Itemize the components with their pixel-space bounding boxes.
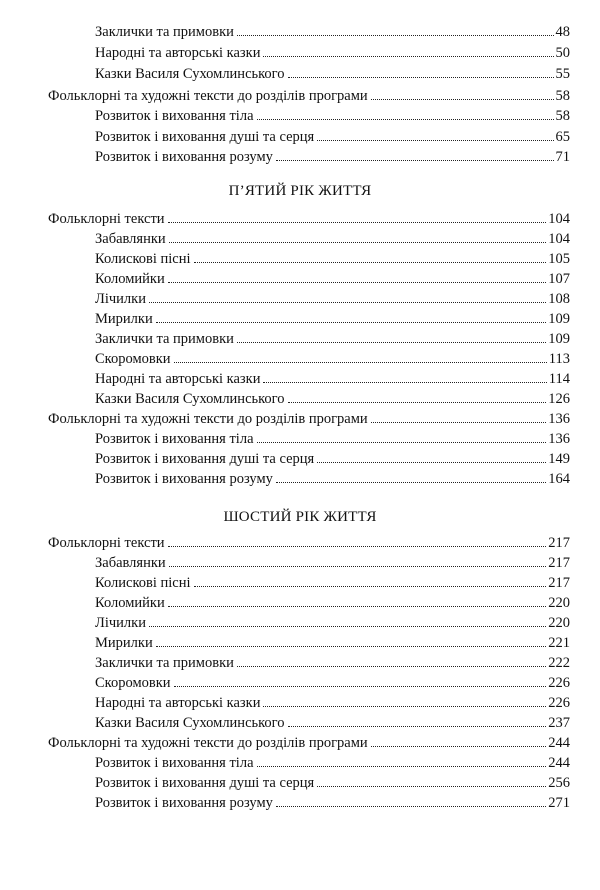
dot-leader	[156, 646, 547, 647]
toc-entry	[95, 450, 570, 468]
dot-leader	[168, 222, 547, 223]
dot-leader	[237, 666, 546, 667]
toc-entry-label: Розвиток і виховання тіла	[95, 431, 254, 447]
toc-entry	[48, 210, 570, 228]
toc-entry-label: Заклички та примовки	[95, 331, 234, 347]
toc-entry-label: Розвиток і виховання душі та серця	[95, 451, 315, 467]
toc-entry-page: 50	[555, 45, 570, 61]
dot-leader	[149, 626, 546, 627]
toc-entry	[95, 574, 570, 592]
toc-entry	[95, 310, 570, 328]
dot-leader	[237, 342, 546, 343]
toc-entry	[95, 65, 570, 83]
dot-leader	[174, 686, 547, 687]
toc-entry	[95, 290, 570, 308]
toc-entry-page: 244	[548, 755, 570, 771]
toc-entry-page: 58	[555, 108, 570, 124]
toc-entry	[48, 734, 570, 752]
dot-leader	[263, 56, 553, 57]
dot-leader	[288, 77, 554, 78]
toc-entry	[95, 44, 570, 62]
toc-entry-page: 104	[548, 211, 570, 227]
toc-entry-page: 48	[555, 24, 570, 40]
dot-leader	[168, 546, 547, 547]
dot-leader	[317, 462, 546, 463]
toc-entry-label: Розвиток і виховання душі та серця	[95, 775, 315, 791]
toc-entry	[95, 554, 570, 572]
toc-entry	[95, 774, 570, 792]
toc-entry-label: Розвиток і виховання тіла	[95, 755, 254, 771]
toc-entry-page: 222	[548, 655, 570, 671]
dot-leader	[169, 242, 547, 243]
toc-entry-page: 136	[548, 411, 570, 427]
dot-leader	[174, 362, 547, 363]
toc-entry-page: 71	[555, 149, 570, 165]
toc-entry-page: 65	[555, 129, 570, 145]
toc-entry-label: Забавлянки	[95, 231, 166, 247]
toc-entry	[95, 754, 570, 772]
toc-entry-label: Заклички та примовки	[95, 24, 234, 40]
dot-leader	[257, 766, 547, 767]
dot-leader	[276, 160, 554, 161]
toc-entry	[95, 634, 570, 652]
toc-entry-label: Розвиток і виховання розуму	[95, 149, 273, 165]
toc-entry-label: Коломийки	[95, 595, 165, 611]
toc-entry	[95, 714, 570, 732]
dot-leader	[149, 302, 546, 303]
toc-entry-label: Розвиток і виховання душі та серця	[95, 129, 315, 145]
toc-entry	[95, 594, 570, 612]
toc-entry-label: Лічилки	[95, 615, 146, 631]
toc-entry-page: 113	[548, 351, 570, 367]
dot-leader	[194, 262, 547, 263]
dot-leader	[317, 140, 553, 141]
dot-leader	[371, 99, 554, 100]
toc-entry-page: 126	[548, 391, 570, 407]
section-heading: П’ЯТИЙ РІК ЖИТТЯ	[228, 183, 372, 199]
toc-entry	[95, 794, 570, 812]
toc-entry	[95, 350, 570, 368]
dot-leader	[317, 786, 546, 787]
toc-entry	[95, 107, 570, 125]
toc-entry-label: Народні та авторські казки	[95, 695, 261, 711]
toc-entry-page: 220	[548, 595, 570, 611]
toc-entry	[95, 270, 570, 288]
toc-entry-label: Фольклорні тексти	[48, 535, 165, 551]
toc-entry-label: Казки Василя Сухомлинського	[95, 391, 285, 407]
toc-entry	[48, 410, 570, 428]
toc-entry-label: Фольклорні тексти	[48, 211, 165, 227]
toc-entry-label: Розвиток і виховання тіла	[95, 108, 254, 124]
toc-entry-page: 220	[548, 615, 570, 631]
toc-entry-page: 221	[548, 635, 570, 651]
toc-entry-page: 244	[548, 735, 570, 751]
toc-entry	[95, 614, 570, 632]
toc-entry-label: Заклички та примовки	[95, 655, 234, 671]
dot-leader	[276, 806, 546, 807]
toc-entry-page: 237	[548, 715, 570, 731]
toc-entry-page: 217	[548, 575, 570, 591]
toc-entry	[95, 430, 570, 448]
toc-entry-label: Розвиток і виховання розуму	[95, 795, 273, 811]
toc-entry-label: Фольклорні та художні тексти до розділів програми	[48, 411, 368, 427]
dot-leader	[168, 282, 547, 283]
toc-entry-label: Мирилки	[95, 311, 153, 327]
section-heading: ШОСТИЙ РІК ЖИТТЯ	[223, 509, 377, 525]
toc-entry-label: Розвиток і виховання розуму	[95, 471, 273, 487]
toc-entry-label: Мирилки	[95, 635, 153, 651]
dot-leader	[371, 422, 547, 423]
toc-entry-label: Фольклорні та художні тексти до розділів програми	[48, 88, 368, 104]
toc-entry-page: 136	[548, 431, 570, 447]
toc-entry	[95, 390, 570, 408]
toc-entry	[48, 534, 570, 552]
toc-entry-page: 226	[548, 695, 570, 711]
toc-entry-page: 149	[548, 451, 570, 467]
toc-entry	[48, 87, 570, 105]
toc-entry-label: Народні та авторські казки	[95, 45, 261, 61]
toc-entry	[95, 250, 570, 268]
dot-leader	[169, 566, 547, 567]
toc-entry	[95, 23, 570, 41]
dot-leader	[288, 402, 547, 403]
toc-entry-page: 217	[548, 555, 570, 571]
toc-entry-page: 217	[548, 535, 570, 551]
toc-entry-page: 256	[548, 775, 570, 791]
toc-entry-page: 104	[548, 231, 570, 247]
toc-entry-label: Народні та авторські казки	[95, 371, 261, 387]
toc-entry-page: 108	[548, 291, 570, 307]
toc-entry-label: Казки Василя Сухомлинського	[95, 66, 285, 82]
dot-leader	[263, 706, 546, 707]
toc-entry	[95, 148, 570, 166]
toc-entry	[95, 230, 570, 248]
toc-entry	[95, 674, 570, 692]
dot-leader	[257, 119, 554, 120]
dot-leader	[371, 746, 547, 747]
toc-entry-page: 114	[548, 371, 570, 387]
toc-entry-page: 109	[548, 331, 570, 347]
toc-entry	[95, 128, 570, 146]
toc-entry-page: 109	[548, 311, 570, 327]
dot-leader	[288, 726, 547, 727]
toc-entry	[95, 370, 570, 388]
toc-entry-page: 55	[555, 66, 570, 82]
dot-leader	[156, 322, 547, 323]
toc-entry-label: Казки Василя Сухомлинського	[95, 715, 285, 731]
toc-entry	[95, 470, 570, 488]
dot-leader	[263, 382, 546, 383]
dot-leader	[257, 442, 547, 443]
toc-entry-label: Забавлянки	[95, 555, 166, 571]
toc-entry-page: 107	[548, 271, 570, 287]
dot-leader	[237, 35, 554, 36]
toc-entry-label: Колискові пісні	[95, 251, 191, 267]
toc-entry-page: 105	[548, 251, 570, 267]
toc-entry-label: Колискові пісні	[95, 575, 191, 591]
toc-entry-page: 58	[555, 88, 570, 104]
toc-entry-page: 226	[548, 675, 570, 691]
toc-entry	[95, 330, 570, 348]
dot-leader	[168, 606, 547, 607]
toc-entry	[95, 654, 570, 672]
toc-entry-page: 271	[548, 795, 570, 811]
toc-entry-label: Фольклорні та художні тексти до розділів програми	[48, 735, 368, 751]
toc-entry-label: Скоромовки	[95, 675, 171, 691]
dot-leader	[194, 586, 547, 587]
dot-leader	[276, 482, 546, 483]
toc-entry-label: Лічилки	[95, 291, 146, 307]
toc-entry-label: Скоромовки	[95, 351, 171, 367]
toc-entry-page: 164	[548, 471, 570, 487]
toc-entry	[95, 694, 570, 712]
toc-entry-label: Коломийки	[95, 271, 165, 287]
